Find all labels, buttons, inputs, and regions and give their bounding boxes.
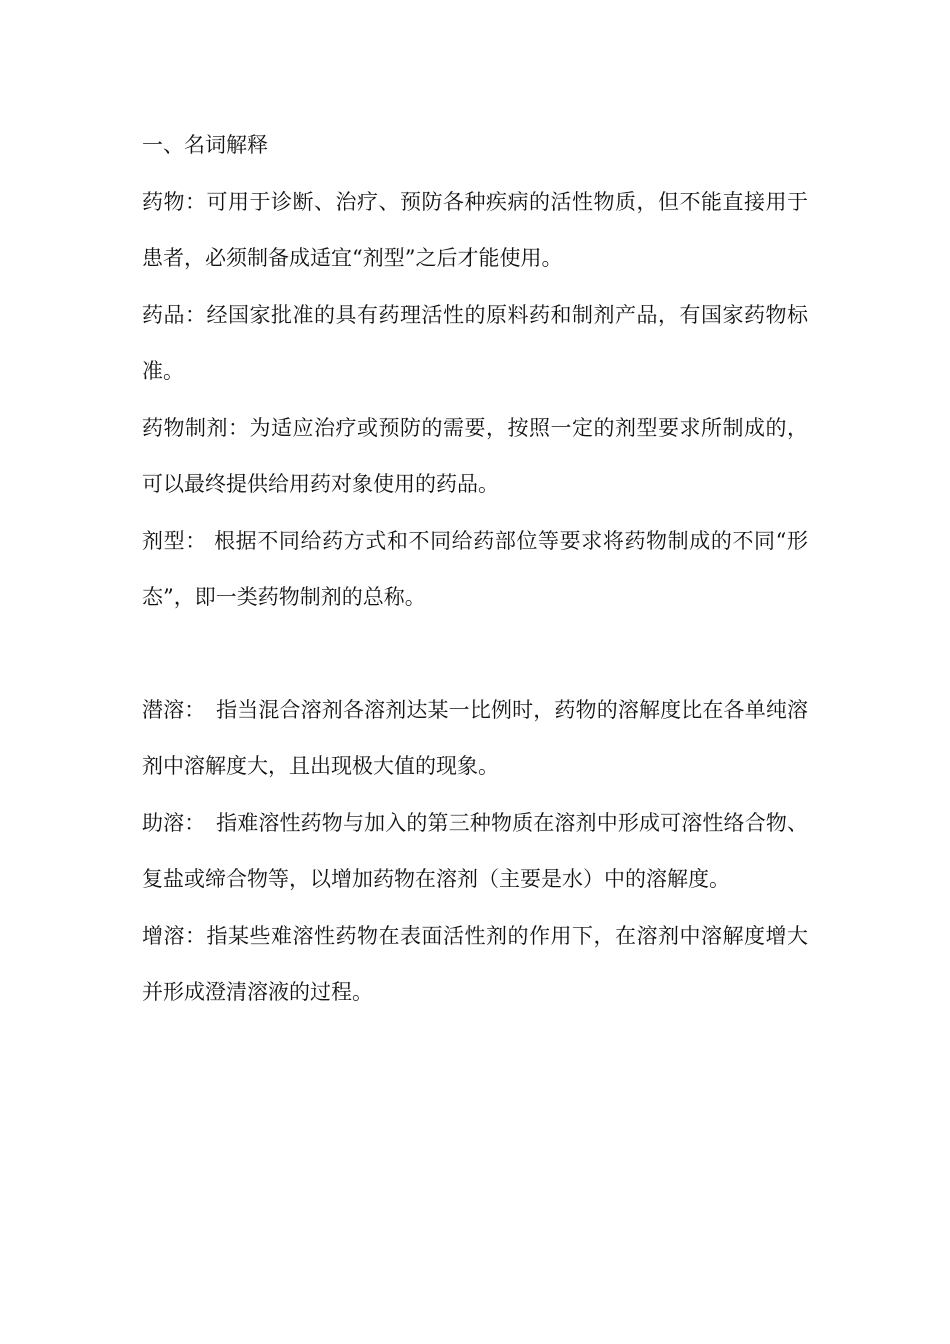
- definition-drug: 药物：可用于诊断、治疗、预防各种疾病的活性物质，但不能直接用于患者，必须制备成适宜“剂型”之后才能使用。: [142, 189, 808, 270]
- definition-cosolvency: 潜溶： 指当混合溶剂各溶剂达某一比例时，药物的溶解度比在各单纯溶剂中溶解度大，且出现极大值的现象。: [142, 697, 808, 778]
- paragraph-gap: [142, 626, 808, 682]
- section-title: 一、名词解释: [142, 133, 268, 157]
- document-content: [142, 117, 808, 1021]
- definition-pharmaceutical-preparation: 药物制剂：为适应治疗或预防的需要，按照一定的剂型要求所制成的，可以最终提供给用药对象使用的药品。: [142, 415, 808, 496]
- definition-solubilization: 增溶：指某些难溶性药物在表面活性剂的作用下，在溶剂中溶解度增大并形成澄清溶液的过程。: [142, 923, 808, 1004]
- definition-medicine: 药品：经国家批准的具有药理活性的原料药和制剂产品，有国家药物标准。: [142, 302, 808, 383]
- definition-dosage-form: 剂型： 根据不同给药方式和不同给药部位等要求将药物制成的不同“形态”，即一类药物制剂的总称。: [142, 528, 808, 609]
- definition-hydrotropy: 助溶： 指难溶性药物与加入的第三种物质在溶剂中形成可溶性络合物、复盐或缔合物等，以增加药物在溶剂（主要是水）中的溶解度。: [142, 810, 808, 891]
